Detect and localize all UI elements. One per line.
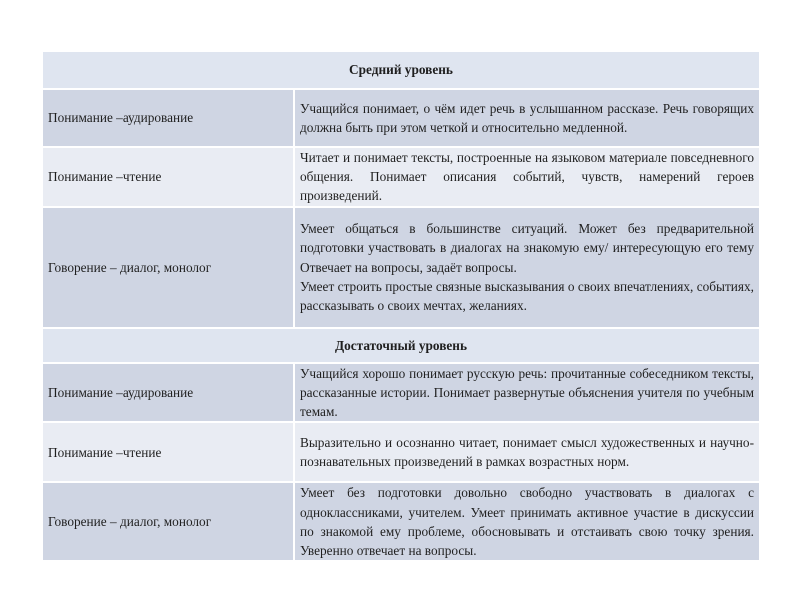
- description-paragraph: Учащийся понимает, о чём идет речь в услышанном рассказе. Речь говорящих должна быть при этом четкой и относительно медленной.: [300, 100, 754, 135]
- level-title-average: Средний уровень: [42, 51, 760, 89]
- table-row: [42, 482, 760, 561]
- description-paragraph: Умеет без подготовки довольно свободно участвовать в диалогах с одноклассниками, учителем. Умеет принимать активное участие в дискуссии по знакомой ему проблеме, обосновывать и отстаивать свою точку зрения. Уверенно отвечает на вопросы.: [300, 485, 754, 558]
- levels-table: [41, 50, 761, 562]
- description-paragraph: Выразительно и осознанно читает, понимает смысл художественных и научно-познавательных произведений в рамках возрастных норм.: [300, 435, 754, 470]
- skill-description: [294, 482, 760, 561]
- skill-label: Говорение – диалог, монолог: [42, 207, 294, 328]
- description-paragraph: Умеет строить простые связные высказывания о своих впечатлениях, событиях, рассказывать о своих мечтах, желаниях.: [300, 278, 754, 313]
- description-paragraph: Читает и понимает тексты, построенные на языковом материале повседневного общения. Понимает описания событий, чувств, намерений героев произведений.: [300, 150, 754, 204]
- description-paragraph: Учащийся хорошо понимает русскую речь: прочитанные собеседником тексты, рассказанные истории. Понимает развернутые объяснения учителя по учебным темам.: [300, 365, 754, 420]
- skill-label: Говорение – диалог, монолог: [42, 482, 294, 561]
- skill-description: [294, 422, 760, 482]
- description-paragraph: Умеет общаться в большинстве ситуаций. Может без предварительной подготовки участвовать в диалогах на знакомую ему/ интересующую его тему Отвечает на вопросы, задаёт вопросы.: [300, 221, 754, 275]
- skill-description: [294, 363, 760, 423]
- skill-description: [294, 89, 760, 147]
- table-row: [42, 207, 760, 328]
- skill-label: Понимание –чтение: [42, 422, 294, 482]
- level-header-row: [42, 51, 760, 89]
- skill-label: Понимание –чтение: [42, 147, 294, 207]
- table-row: [42, 422, 760, 482]
- skill-description: [294, 207, 760, 328]
- level-title-sufficient: Достаточный уровень: [42, 328, 760, 363]
- table-row: [42, 363, 760, 423]
- skill-label: Понимание –аудирование: [42, 363, 294, 423]
- table-row: [42, 89, 760, 147]
- level-header-row: [42, 328, 760, 363]
- table-row: [42, 147, 760, 207]
- skill-description: [294, 147, 760, 207]
- skill-label: Понимание –аудирование: [42, 89, 294, 147]
